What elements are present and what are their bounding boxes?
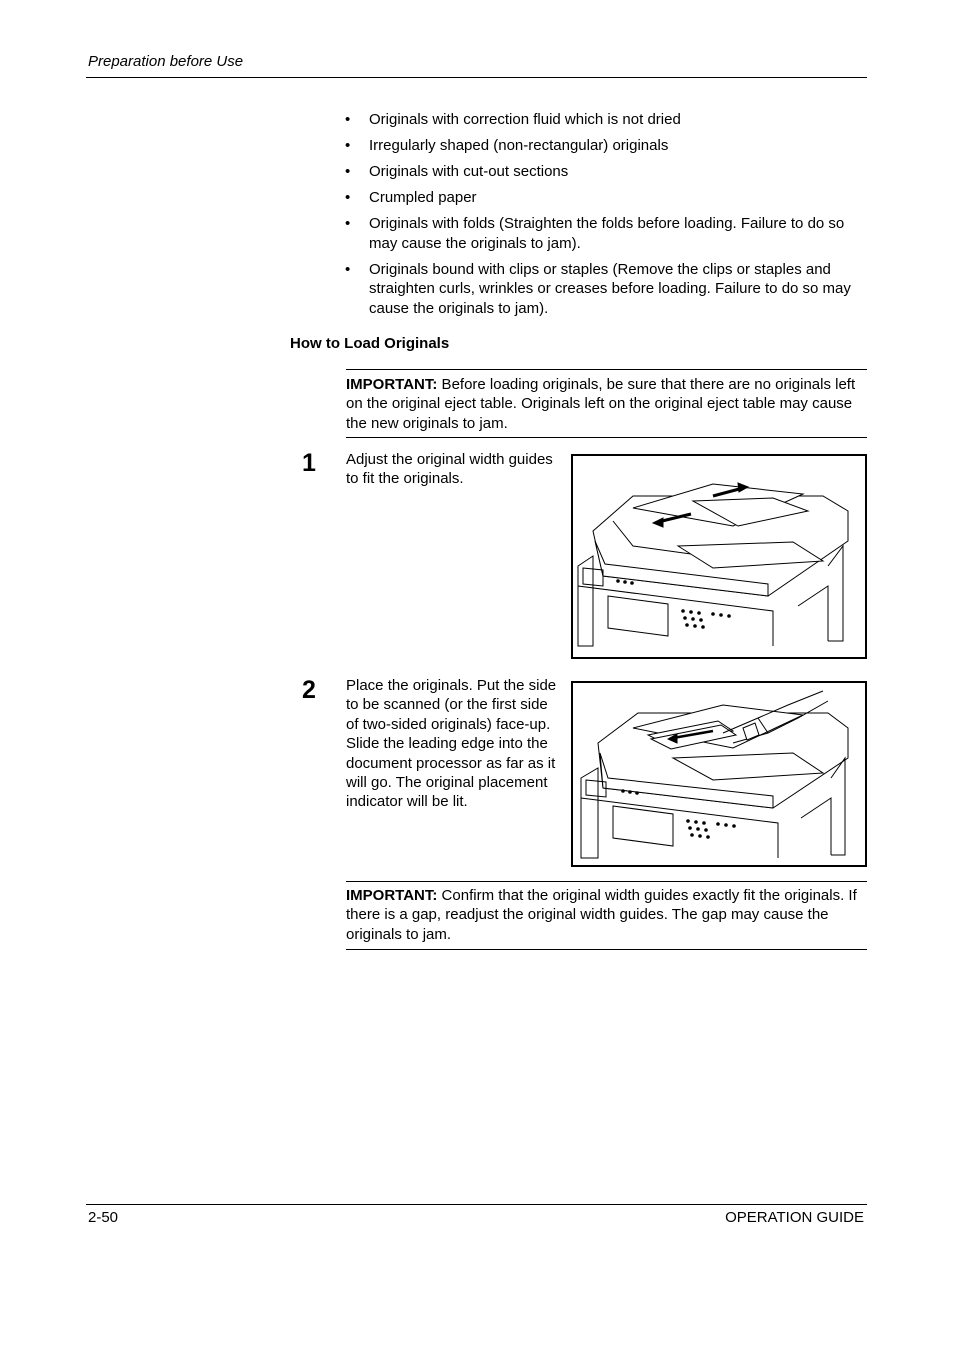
important-text: Confirm that the original width guides exactly fit the originals. If there is a gap, readjust the original width guides. The gap may cause the originals to jam.: [346, 887, 857, 943]
list-item-text: Originals bound with clips or staples (Remove the clips or staples and straighten curls, wrinkles or creases before loading. Failure to do so may cause the originals to jam).: [369, 260, 851, 317]
section-heading: How to Load Originals: [290, 335, 450, 352]
important-note: [346, 881, 867, 950]
bullet-marker: •: [345, 215, 351, 232]
important-label: IMPORTANT:: [346, 376, 438, 393]
step-instruction: Place the originals. Put the side to be scanned (or the first side of two-sided originals) face-up. Slide the leading edge into the document processor as far as it will go. The original placement indicator will be lit.: [346, 677, 557, 811]
list-item-text: Originals with cut-out sections: [369, 163, 569, 180]
list-item-text: Originals with correction fluid which is not dried: [369, 111, 681, 128]
list-item: [345, 214, 870, 253]
list-item: [345, 188, 870, 208]
important-note: [346, 369, 867, 438]
important-label: IMPORTANT:: [346, 887, 438, 904]
width-guides-illustration: [571, 454, 867, 659]
list-item-text: Crumpled paper: [369, 189, 477, 206]
bullet-marker: •: [345, 163, 351, 180]
list-item: [345, 162, 870, 182]
list-item-text: Originals with folds (Straighten the folds before loading. Failure to do so may cause the originals to jam).: [369, 215, 845, 252]
bullet-marker: •: [345, 137, 351, 154]
guide-name: OPERATION GUIDE: [725, 1209, 864, 1226]
bullet-marker: •: [345, 260, 351, 278]
page-number: 2-50: [88, 1209, 119, 1226]
list-item: [345, 110, 870, 130]
bullet-marker: •: [345, 111, 351, 128]
step-number: 1: [302, 449, 316, 477]
bullet-marker: •: [345, 189, 351, 206]
load-originals-illustration: [571, 681, 867, 867]
footer-divider: [86, 1204, 867, 1205]
step-number: 2: [302, 676, 316, 704]
unsuitable-originals-list: [345, 110, 870, 325]
important-text: Before loading originals, be sure that there are no originals left on the original eject table. Originals left on the original eject table may cause the new originals to jam.: [346, 376, 856, 432]
list-item: [345, 136, 870, 156]
step-instruction: Adjust the original width guides to fit the originals.: [346, 451, 553, 488]
header-divider: [86, 77, 867, 78]
list-item: [345, 260, 870, 319]
list-item-text: Irregularly shaped (non-rectangular) originals: [369, 137, 669, 154]
page-header-title: Preparation before Use: [88, 53, 244, 70]
